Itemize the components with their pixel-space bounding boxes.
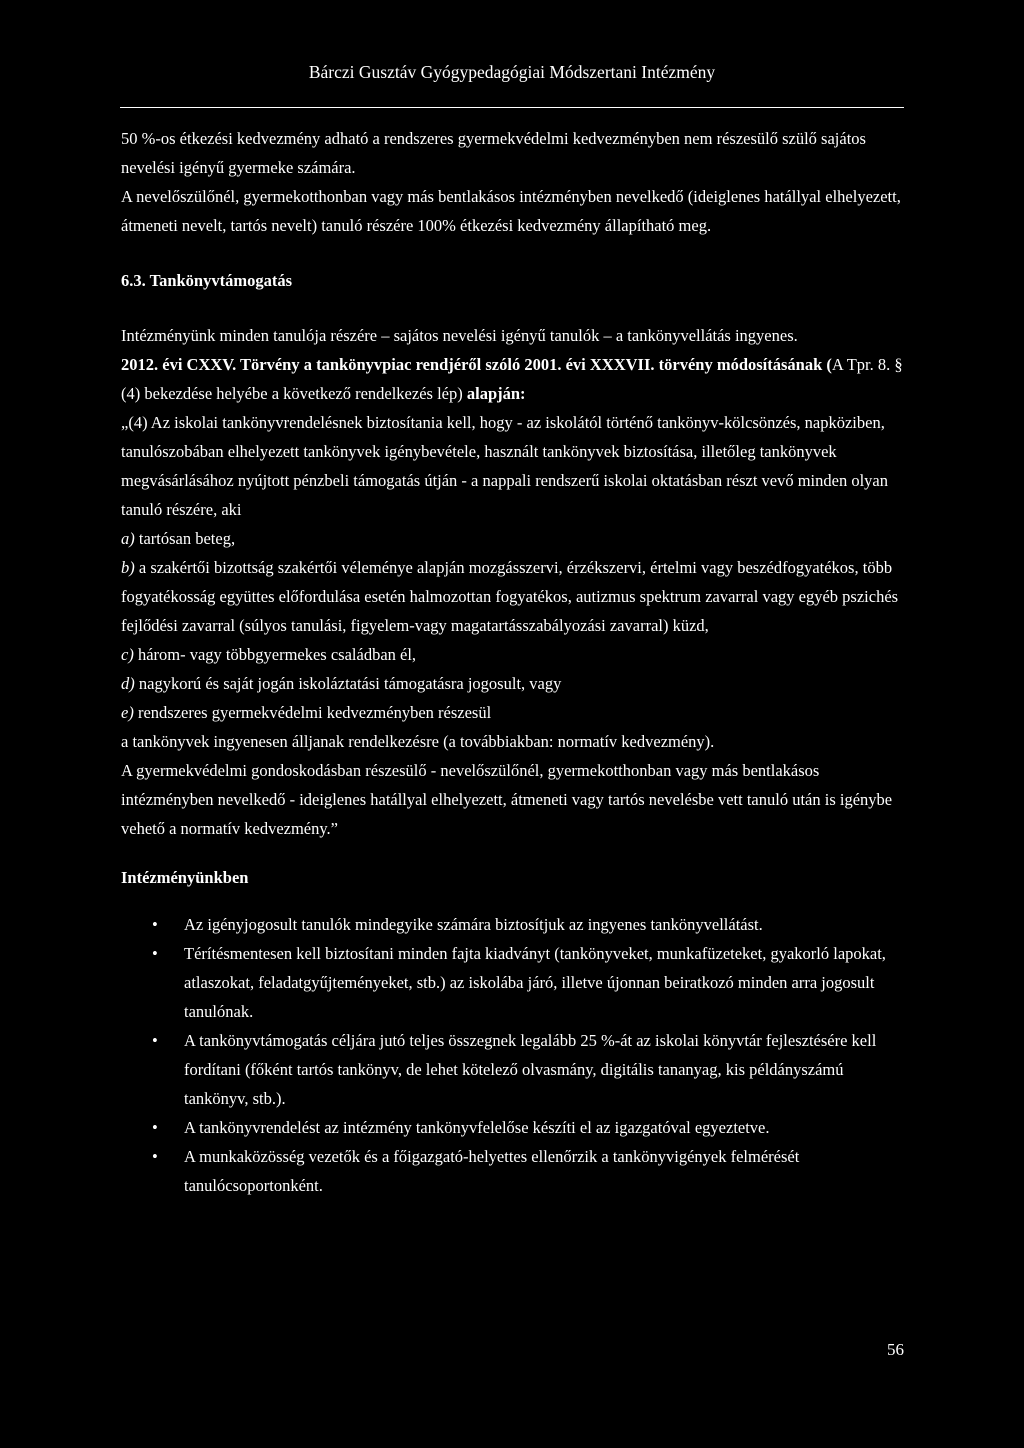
intro-paragraph: 50 %-os étkezési kedvezmény adható a rendszeres gyermekvédelmi kedvezményben nem részesülő szülő sajátos nevelési igényű gyermeke számára. — [121, 129, 866, 177]
law-item-text: a szakértői bizottság szakértői véleménye alapján mozgásszervi, érzékszervi, értelmi vagy beszédfogyatékos, több fogyatékosság együttes előfordulása esetén halmozottan fogyatékos, autizmus spektrum zavarral vagy egyéb pszichés fejlődési zavarral (súlyos tanulási, figyelem-vagy magatartásszabályozási zavarral) küzd, — [121, 558, 899, 635]
law-item-text: tartósan beteg, — [134, 529, 236, 548]
law-closing: a tankönyvek ingyenesen álljanak rendelkezésre (a továbbiakban: normatív kedvezmény). — [121, 732, 715, 751]
section-intro: Intézményünk minden tanulója részére – sajátos nevelési igényű tanulók – a tankönyvellátás ingyenes. — [121, 326, 798, 345]
list-item: • Térítésmentesen kell biztosítani minden fajta kiadványt (tankönyveket, munkafüzeteket, gyakorló lapokat, atlaszokat, feladatgyűjteményeket, stb.) az iskolába járó, illetve újonnan beiratkozó minden arra jogosult tanulónak. — [121, 939, 904, 1026]
law-item — [121, 698, 904, 727]
law-item — [121, 669, 904, 698]
law-item-letter: a) — [121, 529, 135, 548]
institution-bullet-list — [121, 910, 904, 1200]
law-quote: „(4) Az iskolai tankönyvrendelésnek biztosítania kell, hogy - az iskolától történő tankönyv-kölcsönzés, napköziben, tanulószobában elhelyezett tankönyvek igénybevétele, használt tankönyvek biztosítása, illetőleg tankönyvek megvásárlásához nyújtott pénzbeli támogatás útján - a nappali rendszerű iskolai oktatásban részt vevő minden olyan tanuló részére, aki — [121, 413, 889, 519]
law-item-text: három- vagy többgyermekes családban él, — [133, 645, 417, 664]
section-heading: 6.3. Tankönyvtámogatás — [121, 271, 293, 290]
law-item-text: rendszeres gyermekvédelmi kedvezményben részesül — [133, 703, 492, 722]
list-item: • A tankönyvrendelést az intézmény tankönyvfelelőse készíti el az igazgatóval egyeztetve. — [121, 1113, 904, 1142]
law-item-letter: e) — [121, 703, 134, 722]
law-citation — [121, 350, 904, 408]
law-item — [121, 640, 904, 669]
header-rule — [120, 107, 904, 108]
law-item-letter: d) — [121, 674, 135, 693]
law-item-letter: c) — [121, 645, 134, 664]
page-content — [121, 124, 904, 1200]
law-reference: A Tpr. 8. § (4) bekezdése helyébe a következő rendelkezés lép) — [121, 355, 903, 403]
law-item — [121, 524, 904, 553]
law-item — [121, 553, 904, 640]
law-closing: A gyermekvédelmi gondoskodásban részesülő - nevelőszülőnél, gyermekotthonban vagy más bentlakásos intézményben nevelkedő - ideiglenes hatállyal elhelyezett, átmeneti vagy tartós nevelésbe vett tanuló után is igénybe vehető a normatív kedvezmény.” — [121, 761, 893, 838]
law-item-letter: b) — [121, 558, 135, 577]
page-number: 56 — [887, 1340, 904, 1359]
law-basis: alapján: — [466, 384, 526, 403]
page-header: Bárczi Gusztáv Gyógypedagógiai Módszertani Intézmény — [308, 62, 716, 82]
intro-paragraph: A nevelőszülőnél, gyermekotthonban vagy más bentlakásos intézményben nevelkedő (ideiglenes hatállyal elhelyezett, átmeneti nevelt, tartós nevelt) tanuló részére 100% étkezési kedvezmény állapítható meg. — [121, 187, 901, 235]
list-item: • Az igényjogosult tanulók mindegyike számára biztosítjuk az ingyenes tankönyvellátást. — [121, 910, 904, 939]
institution-heading: Intézményünkben — [121, 868, 249, 887]
law-item-text: nagykorú és saját jogán iskoláztatási támogatásra jogosult, vagy — [134, 674, 562, 693]
list-item: • A munkaközösség vezetők és a főigazgató-helyettes ellenőrzik a tankönyvigények felmérését tanulócsoportonként. — [121, 1142, 904, 1200]
list-item: • A tankönyvtámogatás céljára jutó teljes összegnek legalább 25 %-át az iskolai könyvtár fejlesztésére kell fordítani (főként tartós tankönyv, de lehet kötelező olvasmány, digitális tananyag, kis példányszámú tankönyv, stb.). — [121, 1026, 904, 1113]
law-title: 2012. évi CXXV. Törvény a tankönyvpiac rendjéről szóló 2001. évi XXXVII. törvény módosításának ( — [121, 355, 832, 374]
